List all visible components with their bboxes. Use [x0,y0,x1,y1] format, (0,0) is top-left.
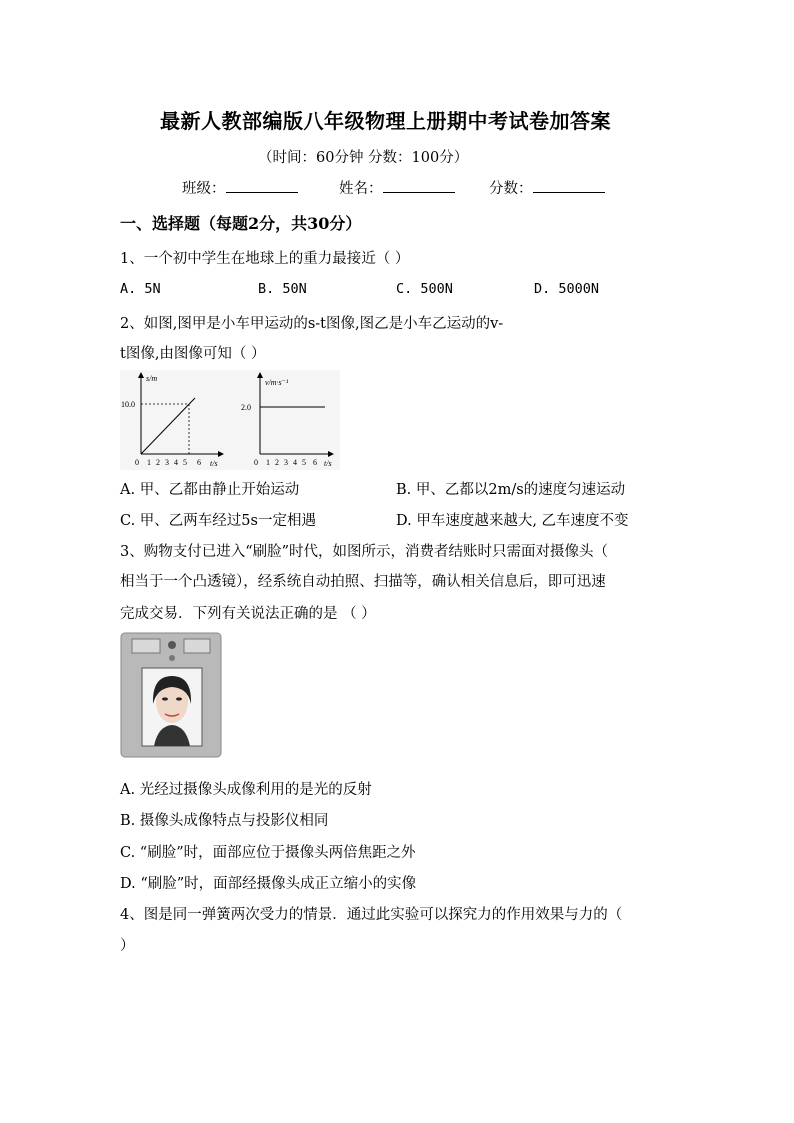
s-t-graph [121,372,224,468]
device-screen-right [184,639,210,653]
s-t-x-arrow [218,451,224,457]
q2-stem-line2: t图像,由图像可知（ ） [120,346,266,362]
s-t-xtick-2: 2 [156,458,160,467]
sensor-icon [169,655,175,661]
section-heading: 一、选择题（每题2分，共30分） [120,214,362,233]
q2-figure [120,370,340,470]
s-t-y-arrow [138,372,144,378]
q2-option-c: C. 甲、乙两车经过5s一定相遇 [120,513,316,529]
v-t-graph [241,372,334,468]
s-t-ylabel: s/m [146,374,158,383]
class-label: 班级： [182,181,226,197]
q1-stem: 1、一个初中学生在地球上的重力最接近（ ） [120,251,410,267]
s-t-xtick-1: 1 [147,458,151,467]
face-scan-device-image [120,632,222,758]
s-t-xtick-5: 5 [183,458,187,467]
v-t-x-arrow [328,451,334,457]
q1-option-a: A. 5N [120,281,161,297]
v-t-y-arrow [257,372,263,378]
score-blank[interactable] [533,178,605,193]
score-label: 分数： [489,181,533,197]
v-t-xtick-4: 4 [293,458,297,467]
q2-stem-line1: 2、如图,图甲是小车甲运动的s-t图像,图乙是小车乙运动的v- [120,316,504,332]
q3-stem-line2: 相当于一个凸透镜），经系统自动拍照、扫描等，确认相关信息后，即可迅速 [120,574,606,590]
score-field [489,177,605,198]
device-screen-left [132,639,160,653]
class-blank[interactable] [226,178,298,193]
s-t-xtick-0: 0 [135,458,139,467]
class-field [182,177,298,198]
doc-title: 最新人教部编版八年级物理上册期中考试卷加答案 [160,109,611,133]
q2-graphs [120,370,340,470]
v-t-ylabel: v/m·s⁻¹ [265,378,289,387]
q4-stem-line1: 4、图是同一弹簧两次受力的情景．通过此实验可以探究力的作用效果与力的（ [120,907,623,923]
camera-icon [168,641,176,649]
v-t-ytick: 2.0 [241,403,251,412]
face-scan-device-drawing [120,632,222,758]
q3-option-b: B. 摄像头成像特点与投影仪相同 [120,813,329,829]
v-t-xtick-5: 5 [302,458,306,467]
q2-option-b: B. 甲、乙都以2m/s的速度匀速运动 [396,482,626,498]
v-t-xtick-1: 1 [266,458,270,467]
s-t-xlabel: t/s [210,459,218,468]
v-t-xtick-3: 3 [284,458,288,467]
q2-option-d: D. 甲车速度越来越大, 乙车速度不变 [396,513,629,529]
s-t-xtick-3: 3 [165,458,169,467]
s-t-xtick-6: 6 [197,458,201,467]
left-eye [162,697,168,700]
s-t-xtick-4: 4 [174,458,178,467]
v-t-xtick-6: 6 [313,458,317,467]
q3-stem-line1: 3、购物支付已进入“刷脸”时代，如图所示，消费者结账时只需面对摄像头（ [120,544,609,560]
q4-stem-line2: ） [120,938,135,954]
v-t-xtick-0: 0 [254,458,258,467]
q3-option-c: C. “刷脸”时，面部应位于摄像头两倍焦距之外 [120,845,416,861]
q1-option-b: B. 50N [258,281,307,297]
name-label: 姓名： [339,181,383,197]
q3-option-d: D. “刷脸”时，面部经摄像头成正立缩小的实像 [120,876,417,892]
s-t-line [141,398,195,454]
q2-option-a: A. 甲、乙都由静止开始运动 [120,482,300,498]
v-t-xlabel: t/s [324,459,332,468]
q1-option-c: C. 500N [396,281,453,297]
q1-option-d: D. 5000N [534,281,600,297]
right-eye [176,697,182,700]
q3-stem-line3: 完成交易．下列有关说法正确的是 （ ） [120,606,376,622]
q3-option-a: A. 光经过摄像头成像利用的是光的反射 [120,782,372,798]
v-t-xtick-2: 2 [275,458,279,467]
doc-subtitle: （时间：60分钟 分数：100分） [258,150,469,166]
s-t-ytick: 10.0 [121,400,135,409]
name-blank[interactable] [383,178,455,193]
name-field [339,177,455,198]
